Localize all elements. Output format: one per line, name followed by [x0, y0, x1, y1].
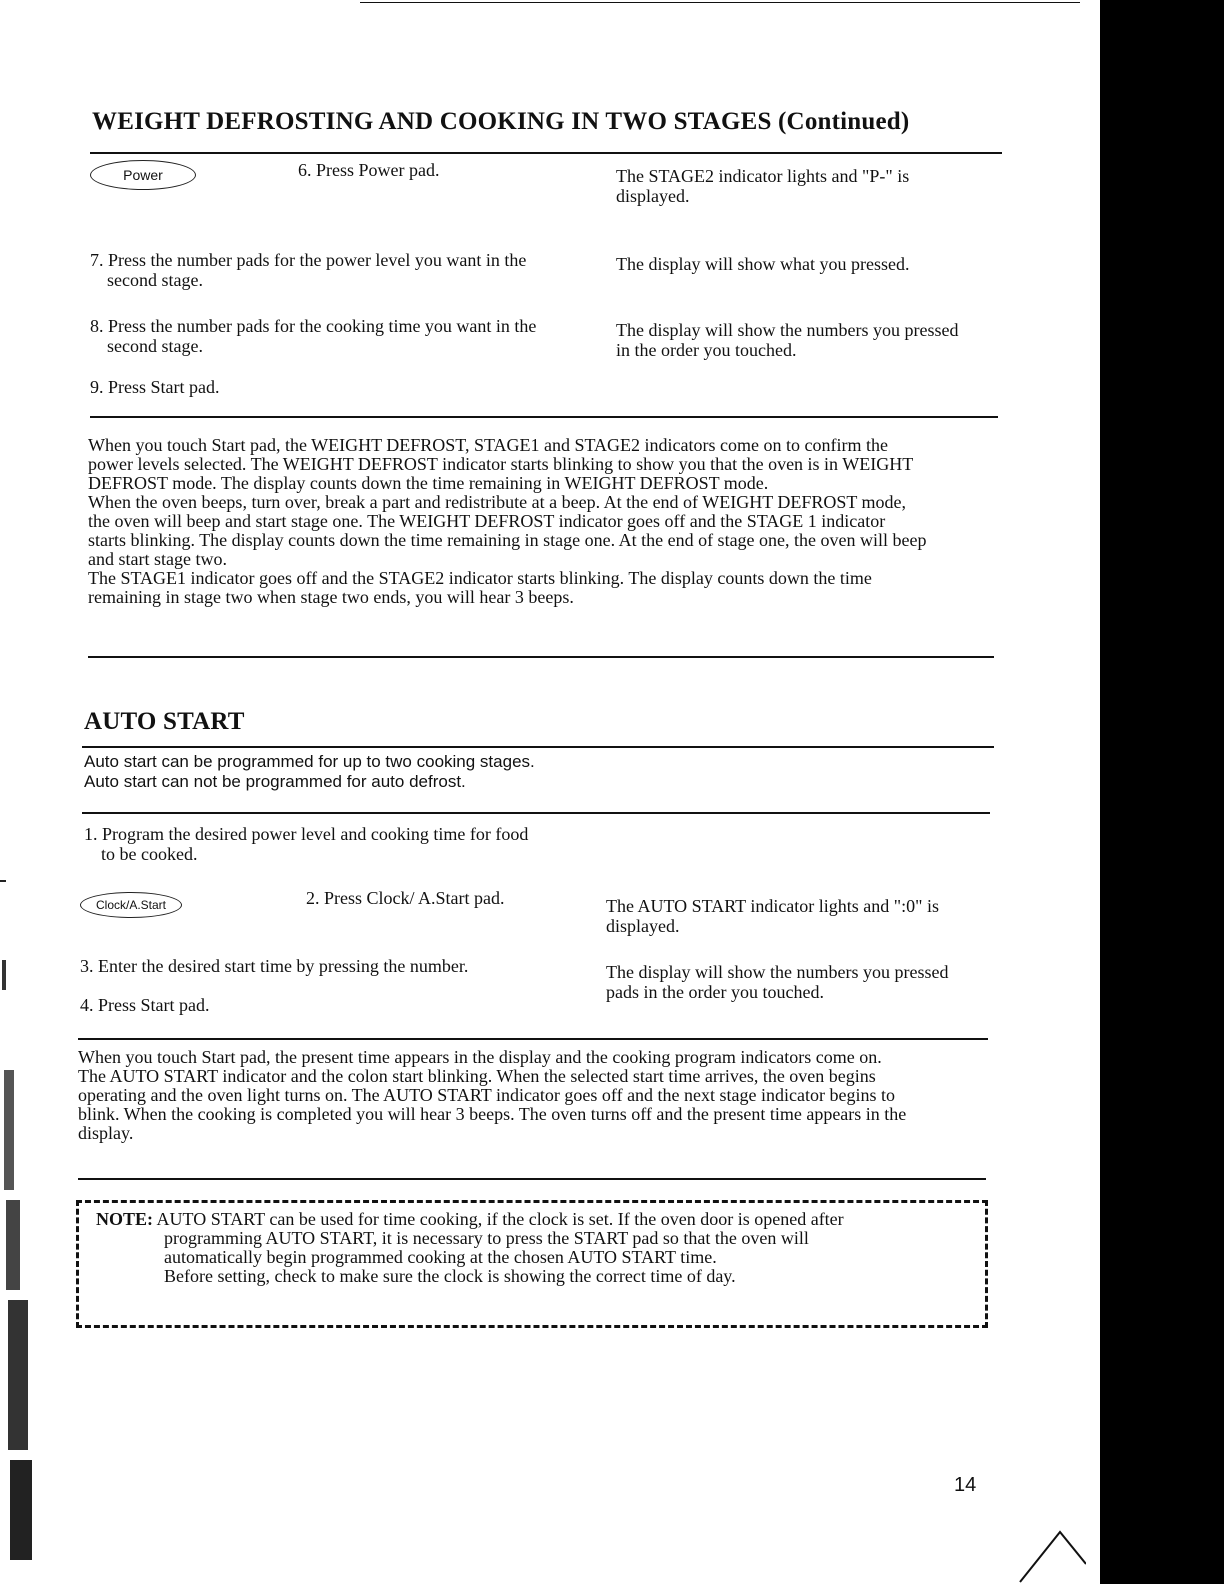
- auto-start-step-2: 2. Press Clock/ A.Start pad.: [306, 888, 505, 908]
- step-8: 8. Press the number pads for the cooking time you want in the second stage.: [90, 316, 537, 356]
- divider: [78, 1178, 986, 1180]
- scan-edge-shadow: [1100, 0, 1224, 1584]
- auto-start-intro: Auto start can be programmed for up to two cooking stages. Auto start can not be programmed for auto defrost.: [84, 752, 535, 791]
- section-title-auto-start: AUTO START: [84, 708, 245, 735]
- page-number: 14: [954, 1474, 977, 1496]
- step-7-result: The display will show what you pressed.: [616, 254, 910, 274]
- step-6: 6. Press Power pad.: [298, 160, 440, 180]
- step-7: 7. Press the number pads for the power level you want in the second stage.: [90, 250, 527, 290]
- note-label: NOTE:: [96, 1209, 154, 1229]
- clock-auto-start-pad-icon: [80, 892, 182, 918]
- auto-start-step-2-result: The AUTO START indicator lights and ":0" is displayed.: [606, 896, 939, 936]
- auto-start-explanation: When you touch Start pad, the present time appears in the display and the cooking program indicators come on. The AUTO START indicator and the colon start blinking. When the selected start time arrives, the oven begins operating and the oven light turns on. The AUTO START indicator goes off and the next stage indicator begins to blink. When the cooking is completed you will hear 3 beeps. The oven turns off and the present time appears in the display.: [78, 1047, 907, 1143]
- divider: [82, 812, 990, 814]
- title-underline: [90, 152, 1002, 154]
- scan-left-edge-marks: [0, 870, 34, 1570]
- title-underline: [82, 746, 994, 748]
- step-9: 9. Press Start pad.: [90, 377, 220, 397]
- scan-top-edge: [360, 2, 1080, 3]
- section-title-weight-defrosting: WEIGHT DEFROSTING AND COOKING IN TWO STAGES (Continued): [92, 108, 910, 135]
- weight-defrost-explanation: When you touch Start pad, the WEIGHT DEFROST, STAGE1 and STAGE2 indicators come on to confirm the power levels selected. The WEIGHT DEFROST indicator starts blinking to show you that the oven is in WEIGHT DEFROST mode. The display counts down the time remaining in WEIGHT DEFROST mode. When the oven beeps, turn over, break a part and redistribute at a beep. At the end of WEIGHT DEFROST mode, the oven will beep and start stage one. The WEIGHT DEFROST indicator goes off and the STAGE 1 indicator starts blinking. The display counts down the time remaining in stage one. At the end of stage one, the oven will beep and start stage two. The STAGE1 indicator goes off and the STAGE2 indicator starts blinking. The display counts down the time remaining in stage two when stage two ends, you will hear 3 beeps.: [88, 435, 927, 607]
- auto-start-step-3: 3. Enter the desired start time by pressing the number.: [80, 956, 469, 976]
- step-6-result: The STAGE2 indicator lights and "P-" is displayed.: [616, 166, 910, 206]
- scan-corner-fold: [1010, 1520, 1086, 1584]
- power-pad-label: Power: [123, 167, 163, 183]
- auto-start-step-1: 1. Program the desired power level and cooking time for food to be cooked.: [84, 824, 529, 864]
- divider: [78, 1038, 988, 1040]
- step-8-result: The display will show the numbers you pressed in the order you touched.: [616, 320, 959, 360]
- auto-start-step-4: 4. Press Start pad.: [80, 995, 210, 1015]
- note-text: NOTE: AUTO START can be used for time cooking, if the clock is set. If the oven door is opened after programming AUTO START, it is necessary to press the START pad so that the oven will automatically begin programmed cooking at the chosen AUTO START time. Before setting, check to make sure the clock is showing the correct time of day.: [96, 1209, 844, 1286]
- divider: [88, 656, 994, 658]
- clock-auto-start-pad-label: Clock/A.Start: [95, 898, 167, 912]
- divider: [90, 416, 998, 418]
- auto-start-step-3-result: The display will show the numbers you pressed pads in the order you touched.: [606, 962, 949, 1002]
- power-pad-icon: [90, 160, 196, 190]
